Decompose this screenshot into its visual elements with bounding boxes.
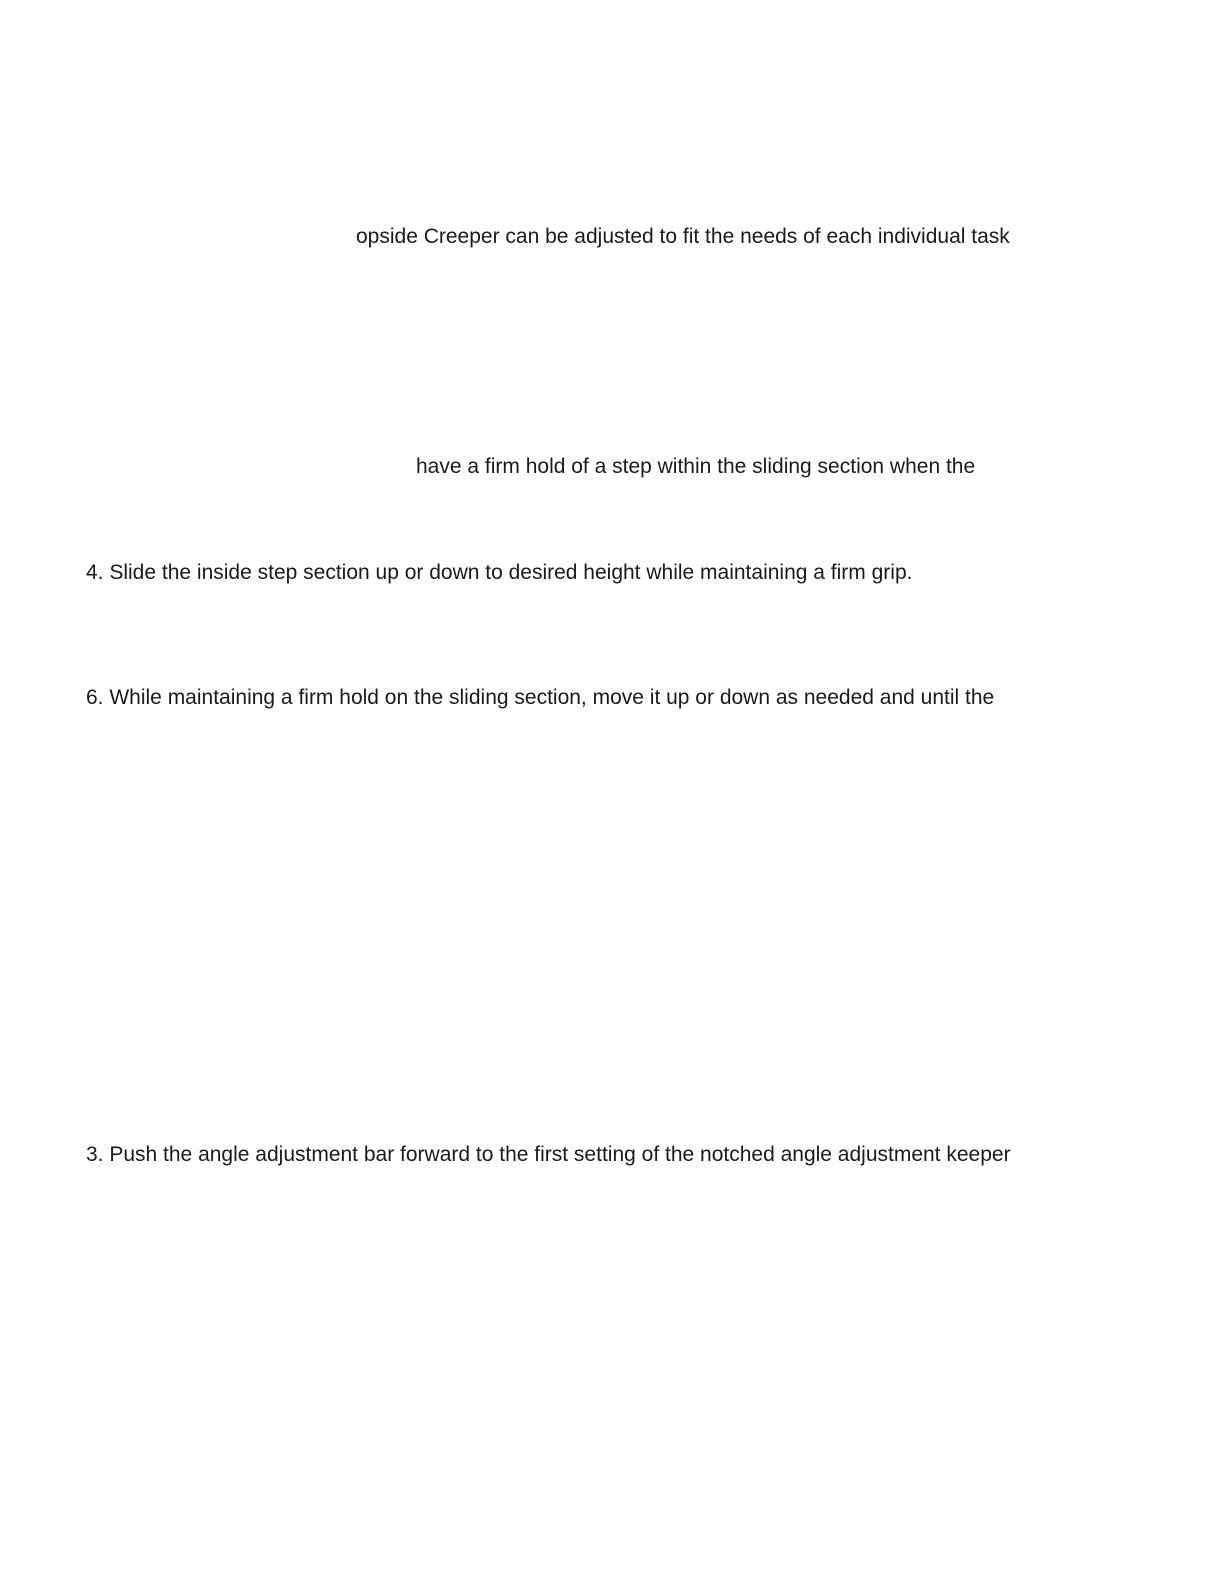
step-6-text: 6. While maintaining a firm hold on the sliding section, move it up or down as needed and until the xyxy=(86,686,995,709)
step-4-text: 4. Slide the inside step section up or down to desired height while maintaining a firm grip. xyxy=(86,561,913,584)
step-3-text: 3. Push the angle adjustment bar forward to the first setting of the notched angle adjustment keeper xyxy=(86,1143,1011,1166)
text-line-intro: opside Creeper can be adjusted to fit the needs of each individual task xyxy=(356,225,1010,248)
text-line-firm-hold: have a firm hold of a step within the sliding section when the xyxy=(416,455,976,478)
